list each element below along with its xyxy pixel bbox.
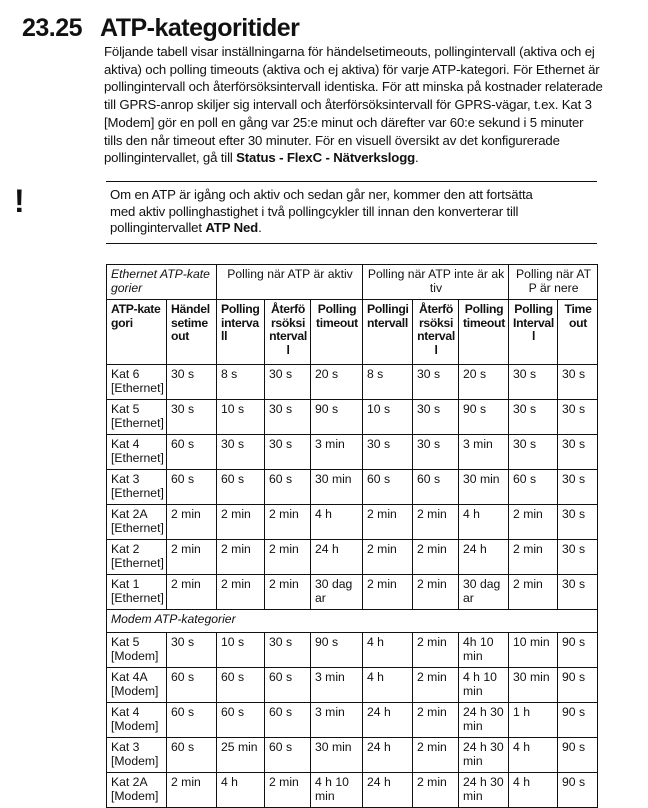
value-cell: 2 min [413,703,459,738]
value-cell: 30 s [265,633,311,668]
network-log-path: Status - FlexC - Nätverkslogg [236,150,416,166]
value-cell: 20 s [459,365,509,400]
value-cell: 24 h [363,703,413,738]
value-cell: 60 s [217,470,265,505]
category-cell: Kat 4A [Modem] [107,668,167,703]
category-cell: Kat 3 [Ethernet] [107,470,167,505]
value-cell: 30 s [363,435,413,470]
value-cell: 24 h [363,773,413,808]
value-cell: 90 s [311,400,363,435]
value-cell: 2 min [413,575,459,610]
column-header: Polling timeout [459,300,509,365]
category-cell: Kat 2 [Ethernet] [107,540,167,575]
value-cell: 4h 10 min [459,633,509,668]
value-cell: 60 s [167,470,217,505]
value-cell: 30 s [265,365,311,400]
value-cell: 30 min [311,738,363,773]
value-cell: 2 min [509,540,558,575]
value-cell: 2 min [217,575,265,610]
value-cell: 60 s [265,703,311,738]
value-cell: 60 s [167,668,217,703]
column-header: Pollingintervall [363,300,413,365]
value-cell: 30 s [558,365,598,400]
value-cell: 90 s [311,633,363,668]
section-row [107,610,598,633]
value-cell: 24 h [311,540,363,575]
value-cell: 2 min [167,540,217,575]
category-cell: Kat 6 [Ethernet] [107,365,167,400]
value-cell: 2 min [167,773,217,808]
value-cell: 8 s [217,365,265,400]
column-header: Polling timeout [311,300,363,365]
value-cell: 60 s [167,703,217,738]
table-row [107,505,598,540]
modem-section-label: Modem ATP-kategorier [107,610,598,633]
value-cell: 30 s [265,400,311,435]
value-cell: 30 s [558,400,598,435]
intro-end: . [415,150,419,166]
column-header: Händelsetimeout [167,300,217,365]
table-row [107,738,598,773]
value-cell: 90 s [459,400,509,435]
value-cell: 30 dagar [311,575,363,610]
value-cell: 1 h [509,703,558,738]
value-cell: 25 min [217,738,265,773]
value-cell: 10 s [217,400,265,435]
value-cell: 4 h [363,633,413,668]
category-cell: Kat 2A [Modem] [107,773,167,808]
group-header-row [107,265,598,300]
value-cell: 30 s [558,435,598,470]
column-header-row [107,300,598,365]
value-cell: 2 min [217,505,265,540]
value-cell: 24 h 30 min [459,773,509,808]
value-cell: 30 s [558,575,598,610]
category-cell: Kat 4 [Modem] [107,703,167,738]
value-cell: 8 s [363,365,413,400]
value-cell: 30 dagar [459,575,509,610]
value-cell: 2 min [167,575,217,610]
value-cell: 30 s [167,633,217,668]
group-header: Ethernet ATP-kategorier [107,265,217,300]
category-cell: Kat 1 [Ethernet] [107,575,167,610]
value-cell: 30 s [167,365,217,400]
value-cell: 30 s [558,470,598,505]
table-row [107,435,598,470]
note-box [106,181,597,244]
value-cell: 30 s [413,435,459,470]
value-cell: 60 s [265,470,311,505]
value-cell: 2 min [363,505,413,540]
section-heading [22,14,299,43]
value-cell: 30 s [413,400,459,435]
value-cell: 4 h [509,738,558,773]
exclamation-icon: ! [14,183,25,219]
value-cell: 30 s [265,435,311,470]
note-bold: ATP Ned [205,220,259,235]
category-cell: Kat 5 [Modem] [107,633,167,668]
table-row [107,540,598,575]
value-cell: 20 s [311,365,363,400]
value-cell: 30 s [413,365,459,400]
value-cell: 60 s [363,470,413,505]
value-cell: 90 s [558,633,598,668]
intro-text: Följande tabell visar inställningarna för händelsetimeouts, pollingintervall (aktiva och ej aktiva) och polling timeouts (aktiva och ej aktiva) för varje ATP-kategori. För Ethernet är pollingintervall och återförsöksintervall identiska. För att minska på kostnader relaterade till GPRS-anrop skiljer sig intervall och återförsöksintervall för GPRS-vägar, t.ex. Kat 3 [Modem] gör en poll en gång var 25:e minut och därefter var 60:e sekund i 5 minuter tills den når timeout efter 30 minuter. För en visuell översikt av det konfigurerade pollingintervallet, gå till [104,44,603,166]
value-cell: 24 h 30 min [459,703,509,738]
value-cell: 60 s [167,738,217,773]
value-cell: 10 s [217,633,265,668]
table-row [107,703,598,738]
value-cell: 30 s [509,435,558,470]
table-row [107,470,598,505]
value-cell: 30 s [217,435,265,470]
value-cell: 60 s [265,738,311,773]
value-cell: 10 s [363,400,413,435]
value-cell: 4 h 10 min [311,773,363,808]
value-cell: 2 min [413,540,459,575]
column-header: Timeout [558,300,598,365]
value-cell: 2 min [363,540,413,575]
table-row [107,365,598,400]
value-cell: 30 s [558,505,598,540]
value-cell: 60 s [413,470,459,505]
value-cell: 2 min [509,505,558,540]
column-header: Återförsöksintervall [265,300,311,365]
group-header: Polling när ATP är nere [509,265,598,300]
value-cell: 3 min [311,435,363,470]
category-cell: Kat 5 [Ethernet] [107,400,167,435]
value-cell: 90 s [558,773,598,808]
value-cell: 2 min [413,505,459,540]
value-cell: 2 min [413,633,459,668]
value-cell: 3 min [311,703,363,738]
note-end: . [258,220,262,235]
value-cell: 24 h 30 min [459,738,509,773]
value-cell: 60 s [217,668,265,703]
value-cell: 60 s [167,435,217,470]
value-cell: 90 s [558,668,598,703]
category-cell: Kat 2A [Ethernet] [107,505,167,540]
value-cell: 4 h [363,668,413,703]
table-row [107,773,598,808]
value-cell: 2 min [363,575,413,610]
value-cell: 30 s [509,400,558,435]
section-title: ATP-kategoritider [100,14,300,42]
value-cell: 2 min [265,540,311,575]
value-cell: 30 min [311,470,363,505]
value-cell: 24 h [363,738,413,773]
value-cell: 2 min [413,773,459,808]
value-cell: 90 s [558,703,598,738]
group-header: Polling när ATP inte är aktiv [363,265,509,300]
value-cell: 30 s [167,400,217,435]
value-cell: 60 s [265,668,311,703]
table-row [107,400,598,435]
table-row [107,633,598,668]
column-header: Återförsöksintervall [413,300,459,365]
note-body: Om en ATP är igång och aktiv och sedan går ner, kommer den att fortsätta med aktiv pollinghastighet i två pollingcykler till innan den konverterar till pollingintervallet [110,187,533,235]
value-cell: 4 h [311,505,363,540]
value-cell: 2 min [217,540,265,575]
value-cell: 2 min [509,575,558,610]
category-cell: Kat 4 [Ethernet] [107,435,167,470]
category-cell: Kat 3 [Modem] [107,738,167,773]
value-cell: 90 s [558,738,598,773]
value-cell: 2 min [265,505,311,540]
value-cell: 30 min [459,470,509,505]
value-cell: 60 s [509,470,558,505]
value-cell: 4 h 10 min [459,668,509,703]
value-cell: 30 min [509,668,558,703]
note-text [110,187,550,237]
value-cell: 30 s [558,540,598,575]
intro-paragraph [104,43,604,167]
value-cell: 24 h [459,540,509,575]
column-header: Pollingintervall [217,300,265,365]
column-header: ATP-kategori [107,300,167,365]
value-cell: 2 min [265,575,311,610]
value-cell: 2 min [413,738,459,773]
section-number: 23.25 [22,14,83,42]
value-cell: 60 s [217,703,265,738]
value-cell: 2 min [413,668,459,703]
table-row [107,668,598,703]
value-cell: 2 min [167,505,217,540]
value-cell: 3 min [311,668,363,703]
value-cell: 30 s [509,365,558,400]
value-cell: 10 min [509,633,558,668]
value-cell: 4 h [459,505,509,540]
value-cell: 4 h [509,773,558,808]
column-header: Polling Intervall [509,300,558,365]
value-cell: 2 min [265,773,311,808]
atp-category-table [106,264,598,808]
value-cell: 3 min [459,435,509,470]
table-row [107,575,598,610]
value-cell: 4 h [217,773,265,808]
group-header: Polling när ATP är aktiv [217,265,363,300]
